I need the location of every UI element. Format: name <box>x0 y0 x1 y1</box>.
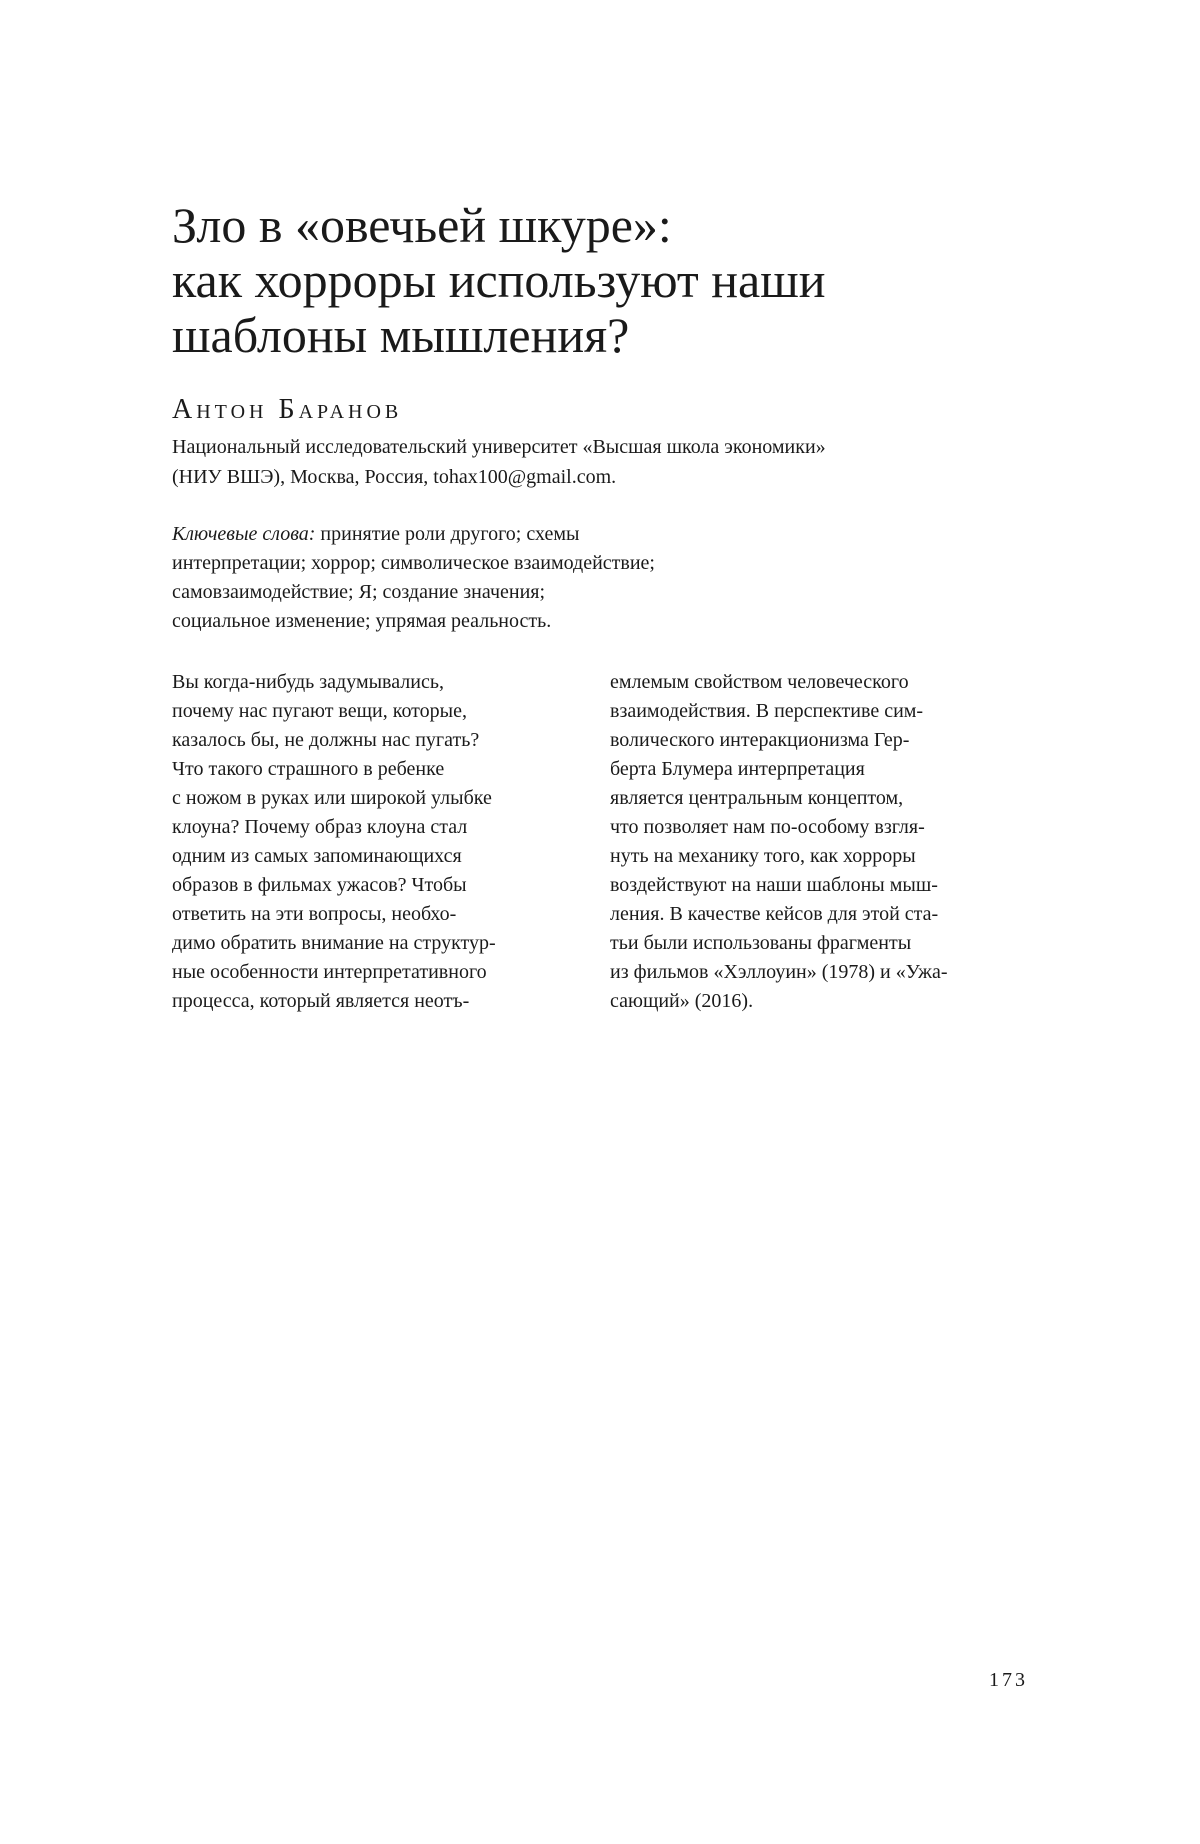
keywords-line: интерпретации; хоррор; символическое взаимодействие; <box>172 552 655 574</box>
abstract-line: нуть на механику того, как хорроры <box>610 845 916 867</box>
abstract-line: образов в фильмах ужасов? Чтобы <box>172 874 467 896</box>
abstract-line: из фильмов «Хэллоуин» (1978) и «Ужа- <box>610 961 948 983</box>
abstract-line: процесса, который является неотъ- <box>172 990 470 1012</box>
abstract-line: казалось бы, не должны нас пугать? <box>172 729 480 751</box>
keywords-block <box>172 520 1032 636</box>
affiliation-line: (НИУ ВШЭ), Москва, Россия, tohax100@gmail.com. <box>172 466 617 488</box>
keywords-line: социальное изменение; упрямая реальность. <box>172 610 552 632</box>
abstract-line: берта Блумера интерпретация <box>610 758 865 780</box>
title-line: Зло в «овечьей шкуре»: <box>172 197 672 253</box>
keywords-line: самовзаимодействие; Я; создание значения; <box>172 581 546 603</box>
page-number: 173 <box>989 1669 1028 1691</box>
keywords-line <box>172 520 1032 549</box>
abstract-line: что позволяет нам по-особому взгля- <box>610 816 925 838</box>
abstract-line: волического интеракционизма Гер- <box>610 729 910 751</box>
abstract-line: Что такого страшного в ребенке <box>172 758 445 780</box>
affiliation-line: Национальный исследовательский университет «Высшая школа экономики» <box>172 436 826 458</box>
abstract-line: сающий» (2016). <box>610 990 754 1012</box>
abstract-column-right <box>610 668 1030 1016</box>
keywords-label: Ключевые слова: <box>172 523 316 545</box>
keywords-text: принятие роли другого; схемы <box>315 523 580 545</box>
abstract-line: Вы когда-нибудь задумывались, <box>172 671 444 693</box>
abstract-line: клоуна? Почему образ клоуна стал <box>172 816 468 838</box>
abstract-line: взаимодействия. В перспективе сим- <box>610 700 924 722</box>
abstract-line: с ножом в руках или широкой улыбке <box>172 787 492 809</box>
article-title <box>172 198 1032 363</box>
abstract-line: ответить на эти вопросы, необхо- <box>172 903 457 925</box>
abstract-line: димо обратить внимание на структур- <box>172 932 496 954</box>
abstract-line: почему нас пугают вещи, которые, <box>172 700 467 722</box>
author-affiliation <box>172 432 1032 492</box>
abstract-line: емлемым свойством человеческого <box>610 671 909 693</box>
abstract-line: воздействуют на наши шаблоны мыш- <box>610 874 938 896</box>
abstract-column-left <box>172 668 592 1016</box>
abstract-line: ления. В качестве кейсов для этой ста- <box>610 903 939 925</box>
author-name: Антон Баранов <box>172 394 403 425</box>
abstract-line: является центральным концептом, <box>610 787 904 809</box>
abstract-line: одним из самых запоминающихся <box>172 845 462 867</box>
title-line: как хорроры используют наши <box>172 252 826 308</box>
abstract-line: ные особенности интерпретативного <box>172 961 487 983</box>
title-line: шаблоны мышления? <box>172 307 630 363</box>
abstract-line: тьи были использованы фрагменты <box>610 932 912 954</box>
